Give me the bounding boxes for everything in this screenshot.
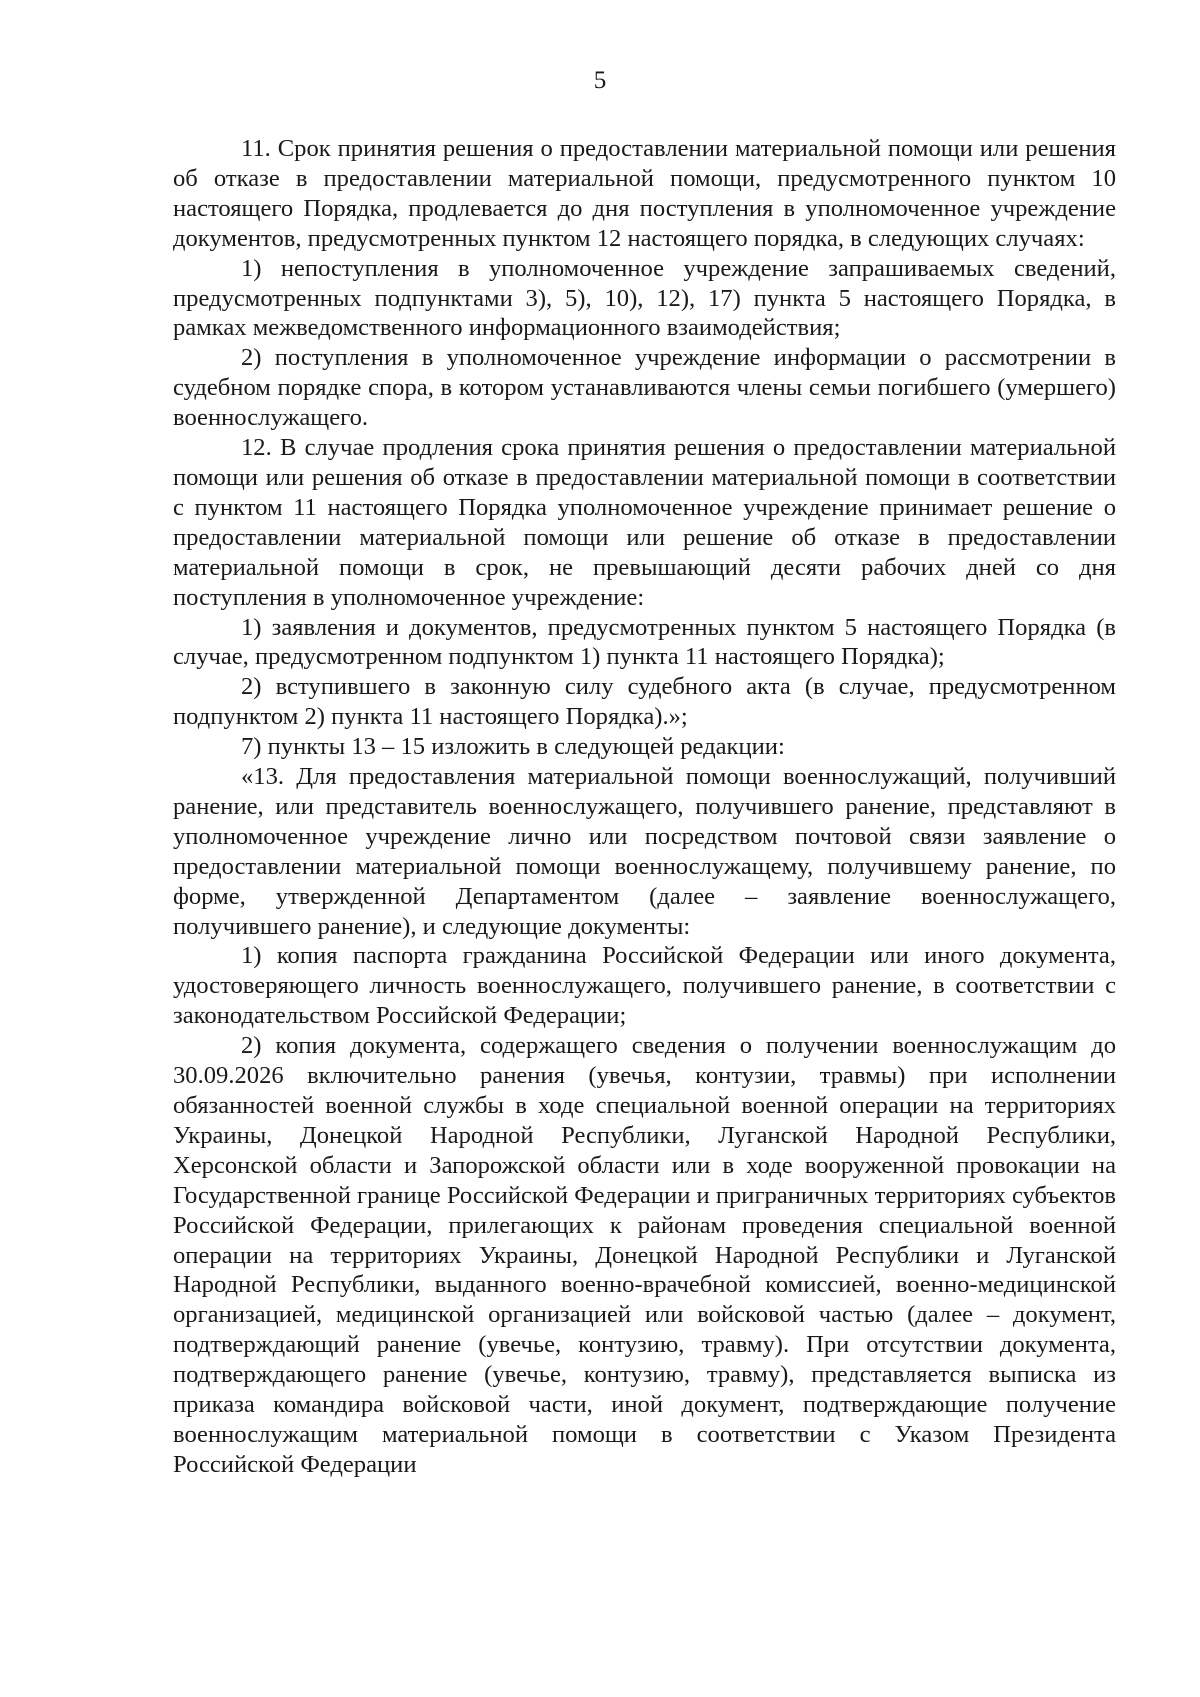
paragraph-13-item-1: 1) копия паспорта гражданина Российской Федерации или иного документа, удостоверяющего личность военнослужащего, получившего ранение, в соответствии с законодательством Российской Федерации; [173, 942, 1116, 1030]
paragraph-11-item-1: 1) непоступления в уполномоченное учреждение запрашиваемых сведений, предусмотренных подпунктами 3), 5), 10), 12), 17) пункта 5 настоящего Порядка, в рамках межведомственного информационного взаимодействия; [173, 254, 1116, 342]
paragraph-11: 11. Срок принятия решения о предоставлении материальной помощи или решения об отказе в предоставлении материальной помощи, предусмотренного пунктом 10 настоящего Порядка, продлевается до дня поступления в уполномоченное учреждение документов, предусмотренных пунктом 12 настоящего порядка, в следующих случаях: [173, 135, 1116, 252]
paragraph-13: «13. Для предоставления материальной помощи военнослужащий, получивший ранение, или представитель военнослужащего, получившего ранение, представляют в уполномоченное учреждение лично или посредством почтовой связи заявление о предоставлении материальной помощи военнослужащему, получившему ранение, по форме, утвержденной Департаментом (далее – заявление военнослужащего, получившего ранение), и следующие документы: [173, 763, 1116, 940]
paragraph-12-item-2: 2) вступившего в законную силу судебного акта (в случае, предусмотренном подпунктом 2) пункта 11 настоящего Порядка).»; [173, 673, 1116, 731]
document-body [173, 134, 1116, 1480]
page-number: 5 [593, 67, 607, 94]
paragraph-12-item-1: 1) заявления и документов, предусмотренных пунктом 5 настоящего Порядка (в случае, предусмотренном подпунктом 1) пункта 11 настоящего Порядка); [173, 613, 1116, 671]
paragraph-12: 12. В случае продления срока принятия решения о предоставлении материальной помощи или решения об отказе в предоставлении материальной помощи в соответствии с пунктом 11 настоящего Порядка уполномоченное учреждение принимает решение о предоставлении материальной помощи или решение об отказе в предоставлении материальной помощи в срок, не превышающий десяти рабочих дней со дня поступления в уполномоченное учреждение: [173, 434, 1116, 611]
paragraph-13-item-2: 2) копия документа, содержащего сведения о получении военнослужащим до 30.09.2026 включительно ранения (увечья, контузии, травмы) при исполнении обязанностей военной службы в ходе специальной военной операции на территориях Украины, Донецкой Народной Республики, Луганской Народной Республики, Херсонской области и Запорожской области или в ходе вооруженной провокации на Государственной границе Российской Федерации и приграничных территориях субъектов Российской Федерации, прилегающих к районам проведения специальной военной операции на территориях Украины, Донецкой Народной Республики и Луганской Народной Республики, выданного военно-врачебной комиссией, военно-медицинской организацией, медицинской организацией или войсковой частью (далее – документ, подтверждающий ранение (увечье, контузию, травму). При отсутствии документа, подтверждающего ранение (увечье, контузию, травму), представляется выписка из приказа командира войсковой части, иной документ, подтверждающие получение военнослужащим материальной помощи в соответствии с Указом Президента Российской Федерации [173, 1032, 1116, 1478]
paragraph-11-item-2: 2) поступления в уполномоченное учреждение информации о рассмотрении в судебном порядке спора, в котором устанавливаются члены семьи погибшего (умершего) военнослужащего. [173, 344, 1116, 432]
amendment-item-7: 7) пункты 13 – 15 изложить в следующей редакции: [241, 733, 785, 761]
